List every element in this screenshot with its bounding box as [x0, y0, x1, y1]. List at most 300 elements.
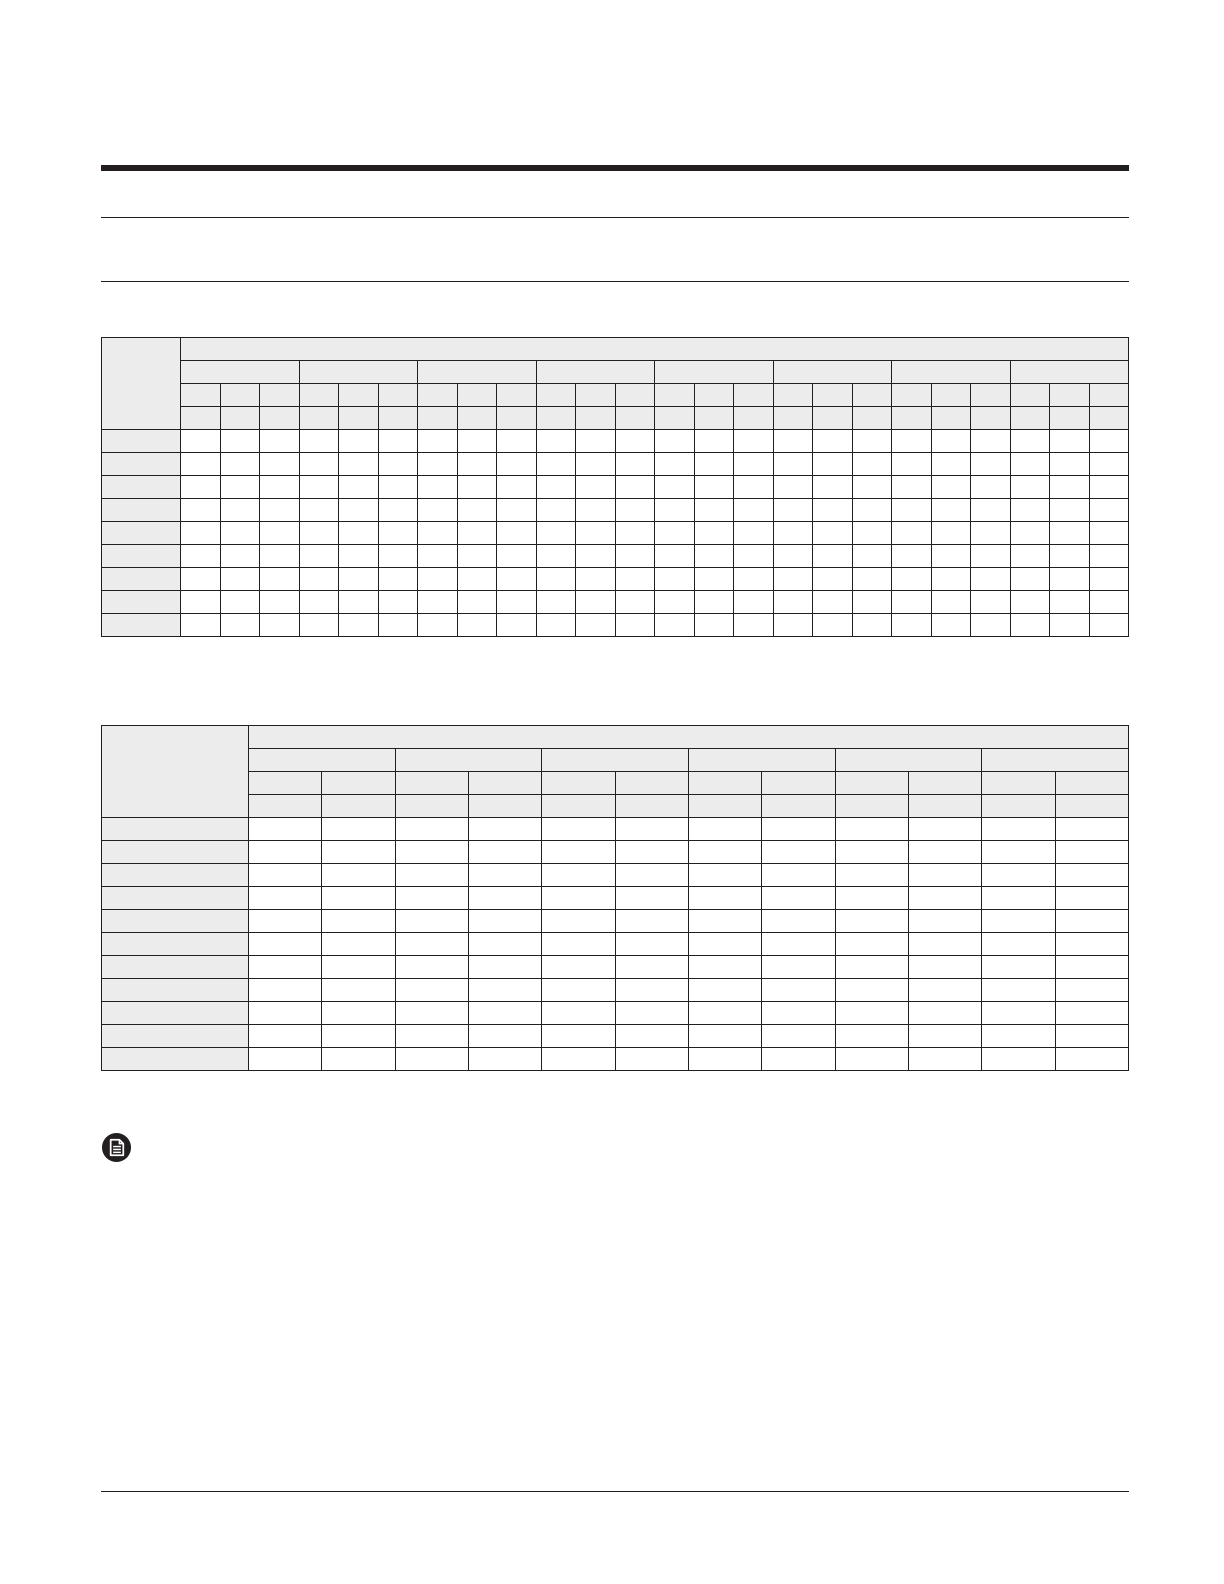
table-cell: [418, 430, 458, 453]
capacity-table-a: [101, 337, 1129, 637]
group-header-cell: [418, 361, 537, 384]
table-cell: [542, 864, 615, 887]
table-cell: [339, 430, 379, 453]
table-cell: [971, 568, 1011, 591]
table-cell: [734, 568, 774, 591]
table-cell: [249, 1048, 322, 1071]
capacity-table-b: [101, 725, 1129, 1071]
subcolumn-header-cell: [181, 384, 221, 407]
table-cell: [773, 476, 813, 499]
table-cell: [497, 614, 537, 637]
table-cell: [773, 522, 813, 545]
row-label-cell: [102, 568, 181, 591]
table-cell: [1050, 430, 1090, 453]
row-label-cell: [102, 430, 181, 453]
table-cell: [576, 545, 616, 568]
subcolumn-header-cell: [378, 384, 418, 407]
subcolumn-header-cell: [694, 384, 734, 407]
subcolumn-header-cell: [813, 384, 853, 407]
table-cell: [339, 453, 379, 476]
table-cell: [181, 614, 221, 637]
table-cell: [1055, 910, 1128, 933]
table-cell: [688, 1048, 761, 1071]
table-cell: [615, 499, 655, 522]
subcolumn-header-cell: [773, 384, 813, 407]
table-row: [102, 818, 1129, 841]
table-cell: [694, 499, 734, 522]
table-cell: [457, 453, 497, 476]
table-row: [102, 933, 1129, 956]
header-row: [102, 338, 1129, 361]
table-cell: [468, 864, 541, 887]
table-cell: [542, 1002, 615, 1025]
table-cell: [931, 476, 971, 499]
table-cell: [497, 522, 537, 545]
table-cell: [813, 476, 853, 499]
table-cell: [322, 1025, 395, 1048]
table-cell: [181, 430, 221, 453]
table-cell: [322, 910, 395, 933]
table-cell: [835, 1002, 908, 1025]
table-cell: [457, 591, 497, 614]
group-header-cell: [299, 361, 418, 384]
table-cell: [468, 841, 541, 864]
table-cell: [931, 499, 971, 522]
table-cell: [322, 979, 395, 1002]
subcolumn-header-cell: [1055, 772, 1128, 795]
table-cell: [1055, 864, 1128, 887]
table-cell: [395, 818, 468, 841]
subcolumn-header-cell: [852, 384, 892, 407]
table-cell: [655, 476, 695, 499]
table-cell: [694, 545, 734, 568]
table-cell: [688, 979, 761, 1002]
table-cell: [813, 614, 853, 637]
table-cell: [497, 545, 537, 568]
table-row: [102, 910, 1129, 933]
subcolumn-header-cell: [1010, 384, 1050, 407]
subcolumn-header-cell: [615, 407, 655, 430]
table-cell: [615, 841, 688, 864]
table-cell: [694, 614, 734, 637]
table-row: [102, 591, 1129, 614]
table-cell: [322, 1002, 395, 1025]
row-label-cell: [102, 864, 249, 887]
table-cell: [322, 1048, 395, 1071]
table-cell: [418, 614, 458, 637]
table-cell: [615, 979, 688, 1002]
subcolumn-header-cell: [468, 795, 541, 818]
table-cell: [852, 545, 892, 568]
table-cell: [457, 430, 497, 453]
table-cell: [982, 979, 1055, 1002]
table-cell: [892, 591, 932, 614]
table-cell: [378, 453, 418, 476]
table-cell: [615, 430, 655, 453]
table-cell: [762, 933, 835, 956]
table-cell: [1050, 499, 1090, 522]
group-header-cell: [542, 749, 689, 772]
table-cell: [931, 614, 971, 637]
row-label-cell: [102, 1025, 249, 1048]
table-cell: [688, 910, 761, 933]
table-cell: [1089, 522, 1129, 545]
table-cell: [260, 614, 300, 637]
table-cell: [773, 453, 813, 476]
subcolumn-header-cell: [322, 795, 395, 818]
table-cell: [1055, 933, 1128, 956]
subcolumn-header-cell: [931, 407, 971, 430]
table-cell: [688, 887, 761, 910]
table-cell: [418, 522, 458, 545]
table-cell: [339, 476, 379, 499]
table-cell: [615, 910, 688, 933]
row-label-cell: [102, 591, 181, 614]
table-cell: [615, 864, 688, 887]
title-top-rule: [101, 217, 1129, 218]
table-cell: [694, 522, 734, 545]
table-cell: [1050, 591, 1090, 614]
table-cell: [655, 591, 695, 614]
table-cell: [835, 1025, 908, 1048]
table-cell: [835, 979, 908, 1002]
table-row: [102, 499, 1129, 522]
table-cell: [813, 591, 853, 614]
table-cell: [260, 522, 300, 545]
table-cell: [497, 476, 537, 499]
header-row: [102, 384, 1129, 407]
subcolumn-header-cell: [908, 772, 981, 795]
table-cell: [892, 568, 932, 591]
table-cell: [457, 568, 497, 591]
table-row: [102, 979, 1129, 1002]
table-cell: [852, 453, 892, 476]
table-cell: [220, 568, 260, 591]
table-cell: [688, 841, 761, 864]
table-cell: [1089, 499, 1129, 522]
table-cell: [536, 591, 576, 614]
table-cell: [655, 568, 695, 591]
header-row: [102, 795, 1129, 818]
table-cell: [694, 453, 734, 476]
table-cell: [852, 614, 892, 637]
row-header-corner: [102, 338, 181, 430]
subcolumn-header-cell: [982, 772, 1055, 795]
row-label-cell: [102, 1048, 249, 1071]
table-cell: [181, 522, 221, 545]
subcolumn-header-cell: [249, 795, 322, 818]
subcolumn-header-cell: [931, 384, 971, 407]
subcolumn-header-cell: [892, 384, 932, 407]
table-cell: [542, 979, 615, 1002]
table-cell: [1055, 1025, 1128, 1048]
group-header-cell: [835, 749, 982, 772]
table-cell: [1055, 841, 1128, 864]
table-row: [102, 614, 1129, 637]
subcolumn-header-cell: [688, 772, 761, 795]
note-icon: [101, 1132, 132, 1163]
table-cell: [762, 864, 835, 887]
group-header-cell: [982, 749, 1129, 772]
table-cell: [1089, 568, 1129, 591]
table-cell: [813, 430, 853, 453]
subcolumn-header-cell: [339, 384, 379, 407]
table-cell: [908, 1025, 981, 1048]
table-cell: [497, 591, 537, 614]
subcolumn-header-cell: [542, 772, 615, 795]
table-cell: [1089, 430, 1129, 453]
table-cell: [615, 1002, 688, 1025]
table-cell: [249, 887, 322, 910]
row-header-corner: [102, 726, 249, 818]
table-cell: [615, 614, 655, 637]
table-cell: [688, 1025, 761, 1048]
subcolumn-header-cell: [1050, 407, 1090, 430]
table-cell: [542, 818, 615, 841]
table-cell: [615, 522, 655, 545]
row-label-cell: [102, 910, 249, 933]
table-cell: [576, 453, 616, 476]
table-cell: [536, 614, 576, 637]
table-cell: [339, 568, 379, 591]
group-header-cell: [773, 361, 892, 384]
table-cell: [220, 476, 260, 499]
table-cell: [181, 476, 221, 499]
subcolumn-header-cell: [299, 407, 339, 430]
table-cell: [835, 864, 908, 887]
table-cell: [536, 545, 576, 568]
table-cell: [655, 614, 695, 637]
table-row: [102, 568, 1129, 591]
table-cell: [835, 887, 908, 910]
subcolumn-header-cell: [181, 407, 221, 430]
subcolumn-header-cell: [536, 407, 576, 430]
table-cell: [418, 453, 458, 476]
table-cell: [536, 522, 576, 545]
table-cell: [322, 841, 395, 864]
table-cell: [835, 910, 908, 933]
table-cell: [852, 499, 892, 522]
table-cell: [468, 979, 541, 1002]
table-cell: [734, 591, 774, 614]
subcolumn-header-cell: [688, 795, 761, 818]
row-label-cell: [102, 545, 181, 568]
table-cell: [418, 545, 458, 568]
table-cell: [762, 887, 835, 910]
table-cell: [378, 430, 418, 453]
table-cell: [181, 499, 221, 522]
table-cell: [260, 476, 300, 499]
table-cell: [339, 522, 379, 545]
table-cell: [773, 545, 813, 568]
table-cell: [835, 1048, 908, 1071]
table-cell: [378, 614, 418, 637]
table-cell: [536, 453, 576, 476]
table-cell: [299, 545, 339, 568]
table-cell: [694, 568, 734, 591]
table-cell: [615, 568, 655, 591]
table-cell: [762, 1025, 835, 1048]
table-cell: [1050, 614, 1090, 637]
subcolumn-header-cell: [542, 795, 615, 818]
column-group-header: [249, 726, 1129, 749]
table-cell: [982, 818, 1055, 841]
group-header-cell: [536, 361, 655, 384]
subcolumn-header-cell: [734, 407, 774, 430]
table-cell: [468, 818, 541, 841]
table-cell: [395, 956, 468, 979]
header-row: [102, 772, 1129, 795]
table-cell: [931, 591, 971, 614]
table-cell: [908, 933, 981, 956]
row-label-cell: [102, 614, 181, 637]
table-cell: [892, 614, 932, 637]
table-cell: [497, 499, 537, 522]
column-group-header: [181, 338, 1129, 361]
table-cell: [931, 568, 971, 591]
table-cell: [615, 545, 655, 568]
subcolumn-header-cell: [655, 407, 695, 430]
table-cell: [813, 545, 853, 568]
row-label-cell: [102, 956, 249, 979]
table-cell: [655, 453, 695, 476]
table-cell: [457, 545, 497, 568]
footer-rule: [101, 1491, 1129, 1492]
table-cell: [908, 910, 981, 933]
section-header-rule: [101, 165, 1129, 171]
table-cell: [468, 910, 541, 933]
table-cell: [1089, 545, 1129, 568]
table-cell: [260, 453, 300, 476]
table-cell: [576, 499, 616, 522]
row-label-cell: [102, 841, 249, 864]
table-cell: [908, 956, 981, 979]
table-cell: [931, 430, 971, 453]
table-cell: [982, 910, 1055, 933]
table-cell: [615, 887, 688, 910]
table-cell: [1010, 476, 1050, 499]
table-cell: [1089, 453, 1129, 476]
subcolumn-header-cell: [615, 384, 655, 407]
table-cell: [734, 453, 774, 476]
table-cell: [1050, 453, 1090, 476]
subcolumn-header-cell: [395, 772, 468, 795]
table-cell: [1010, 453, 1050, 476]
table-cell: [615, 453, 655, 476]
row-label-cell: [102, 476, 181, 499]
table-cell: [1055, 818, 1128, 841]
group-header-cell: [181, 361, 300, 384]
table-cell: [931, 453, 971, 476]
subcolumn-header-cell: [982, 795, 1055, 818]
table-cell: [971, 499, 1011, 522]
table-cell: [982, 956, 1055, 979]
subcolumn-header-cell: [835, 795, 908, 818]
table-cell: [1010, 614, 1050, 637]
title-bottom-rule: [101, 281, 1129, 282]
table-cell: [982, 841, 1055, 864]
table-cell: [468, 956, 541, 979]
table-row: [102, 887, 1129, 910]
table-row: [102, 453, 1129, 476]
group-header-cell: [688, 749, 835, 772]
table-cell: [395, 864, 468, 887]
header-row: [102, 726, 1129, 749]
table-cell: [457, 522, 497, 545]
table-cell: [982, 1048, 1055, 1071]
table-cell: [468, 1002, 541, 1025]
table-cell: [835, 841, 908, 864]
table-cell: [249, 956, 322, 979]
table-cell: [908, 1002, 981, 1025]
table-cell: [339, 591, 379, 614]
table-cell: [813, 453, 853, 476]
table-cell: [773, 614, 813, 637]
table-cell: [1055, 979, 1128, 1002]
table-cell: [1050, 476, 1090, 499]
table-cell: [655, 522, 695, 545]
table-cell: [615, 818, 688, 841]
table-cell: [576, 522, 616, 545]
table-cell: [181, 568, 221, 591]
table-cell: [378, 545, 418, 568]
subcolumn-header-cell: [299, 384, 339, 407]
table-cell: [734, 430, 774, 453]
subcolumn-header-cell: [536, 384, 576, 407]
table-cell: [260, 591, 300, 614]
table-cell: [395, 910, 468, 933]
row-label-cell: [102, 979, 249, 1002]
subcolumn-header-cell: [322, 772, 395, 795]
table-cell: [982, 1025, 1055, 1048]
subcolumn-header-cell: [395, 795, 468, 818]
table-cell: [734, 476, 774, 499]
table-cell: [457, 476, 497, 499]
subcolumn-header-cell: [852, 407, 892, 430]
table-cell: [971, 453, 1011, 476]
table-cell: [835, 933, 908, 956]
table-cell: [971, 591, 1011, 614]
subcolumn-header-cell: [762, 795, 835, 818]
table-cell: [773, 591, 813, 614]
table-cell: [734, 499, 774, 522]
subcolumn-header-cell: [1050, 384, 1090, 407]
subcolumn-header-cell: [773, 407, 813, 430]
subcolumn-header-cell: [418, 407, 458, 430]
table-cell: [299, 614, 339, 637]
table-row: [102, 476, 1129, 499]
table-cell: [418, 568, 458, 591]
table-cell: [694, 430, 734, 453]
header-row: [102, 361, 1129, 384]
table-cell: [220, 522, 260, 545]
table-cell: [299, 499, 339, 522]
subcolumn-header-cell: [762, 772, 835, 795]
table-cell: [762, 1002, 835, 1025]
table-cell: [536, 476, 576, 499]
table-cell: [260, 499, 300, 522]
subcolumn-header-cell: [468, 772, 541, 795]
table-cell: [322, 887, 395, 910]
table-cell: [908, 864, 981, 887]
subcolumn-header-cell: [220, 407, 260, 430]
table-cell: [773, 430, 813, 453]
table-cell: [835, 818, 908, 841]
table-cell: [497, 430, 537, 453]
table-row: [102, 864, 1129, 887]
table-cell: [762, 956, 835, 979]
table-cell: [542, 910, 615, 933]
